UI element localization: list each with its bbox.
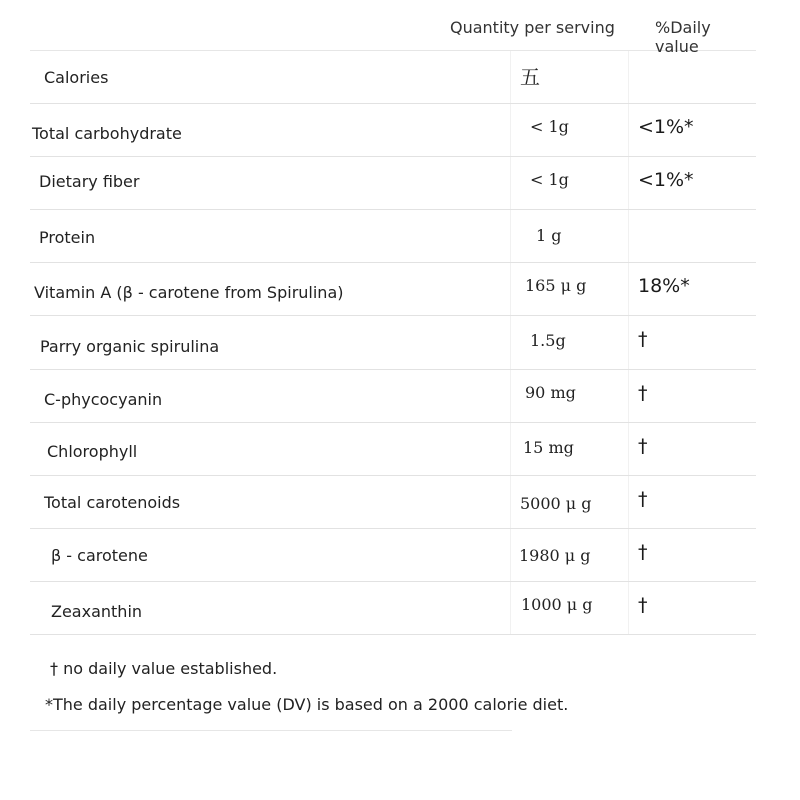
table-row [30, 157, 756, 210]
nutrient-quantity: 90 mg [525, 382, 576, 402]
table-row [30, 104, 756, 157]
nutrient-daily-value: † [638, 540, 648, 563]
nutrient-daily-value: <1%* [638, 116, 694, 139]
table-row [30, 582, 756, 635]
table-header [30, 0, 756, 56]
nutrient-quantity: 1980 μ g [519, 545, 591, 565]
table-row [30, 476, 756, 529]
nutrient-quantity: < 1g [530, 170, 569, 190]
nutrient-quantity: 1000 μ g [521, 594, 593, 614]
footnotes [30, 656, 569, 731]
nutrient-name: Protein [39, 228, 96, 248]
nutrient-daily-value: † [638, 328, 648, 351]
nutrition-table [30, 51, 756, 635]
nutrient-quantity: 1 g [536, 226, 562, 246]
daily-value-column-header: %Daily value [655, 18, 711, 56]
dagger-footnote: † no daily value established. [50, 659, 278, 678]
nutrient-daily-value: † [638, 593, 648, 616]
nutrient-daily-value: <1%* [638, 169, 694, 192]
nutrient-name: Calories [44, 68, 109, 87]
quantity-column-header: Quantity per serving [450, 18, 615, 37]
nutrient-name: β - carotene [51, 545, 148, 565]
table-row [30, 529, 756, 582]
nutrient-name: Chlorophyll [47, 441, 138, 461]
nutrient-name: Vitamin A (β - carotene from Spirulina) [34, 283, 344, 303]
nutrient-quantity: 15 mg [523, 437, 574, 457]
table-row [30, 316, 756, 369]
nutrient-daily-value: † [638, 381, 648, 404]
nutrient-daily-value: † [638, 487, 648, 510]
nutrient-name: Dietary fiber [39, 172, 140, 192]
nutrient-quantity: 1.5g [530, 331, 566, 351]
nutrient-name: Zeaxanthin [51, 601, 143, 621]
nutrient-name: Total carbohydrate [32, 124, 182, 144]
nutrient-quantity: 5000 μ g [520, 493, 592, 513]
nutrient-quantity: < 1g [530, 117, 569, 137]
table-row [30, 370, 756, 423]
nutrient-name: Parry organic spirulina [40, 337, 220, 357]
table-row [30, 423, 756, 476]
nutrient-quantity: 165 μ g [525, 276, 587, 296]
nutrient-quantity: 五 [520, 65, 540, 89]
nutrient-name: Total carotenoids [44, 492, 181, 512]
nutrient-daily-value: † [638, 434, 648, 457]
table-row [30, 210, 756, 263]
asterisk-footnote: *The daily percentage value (DV) is based on a 2000 calorie diet. [45, 695, 569, 714]
table-row [30, 263, 756, 316]
nutrient-name: C-phycocyanin [44, 389, 163, 409]
nutrient-daily-value: 18%* [638, 275, 690, 298]
table-row [30, 51, 756, 104]
